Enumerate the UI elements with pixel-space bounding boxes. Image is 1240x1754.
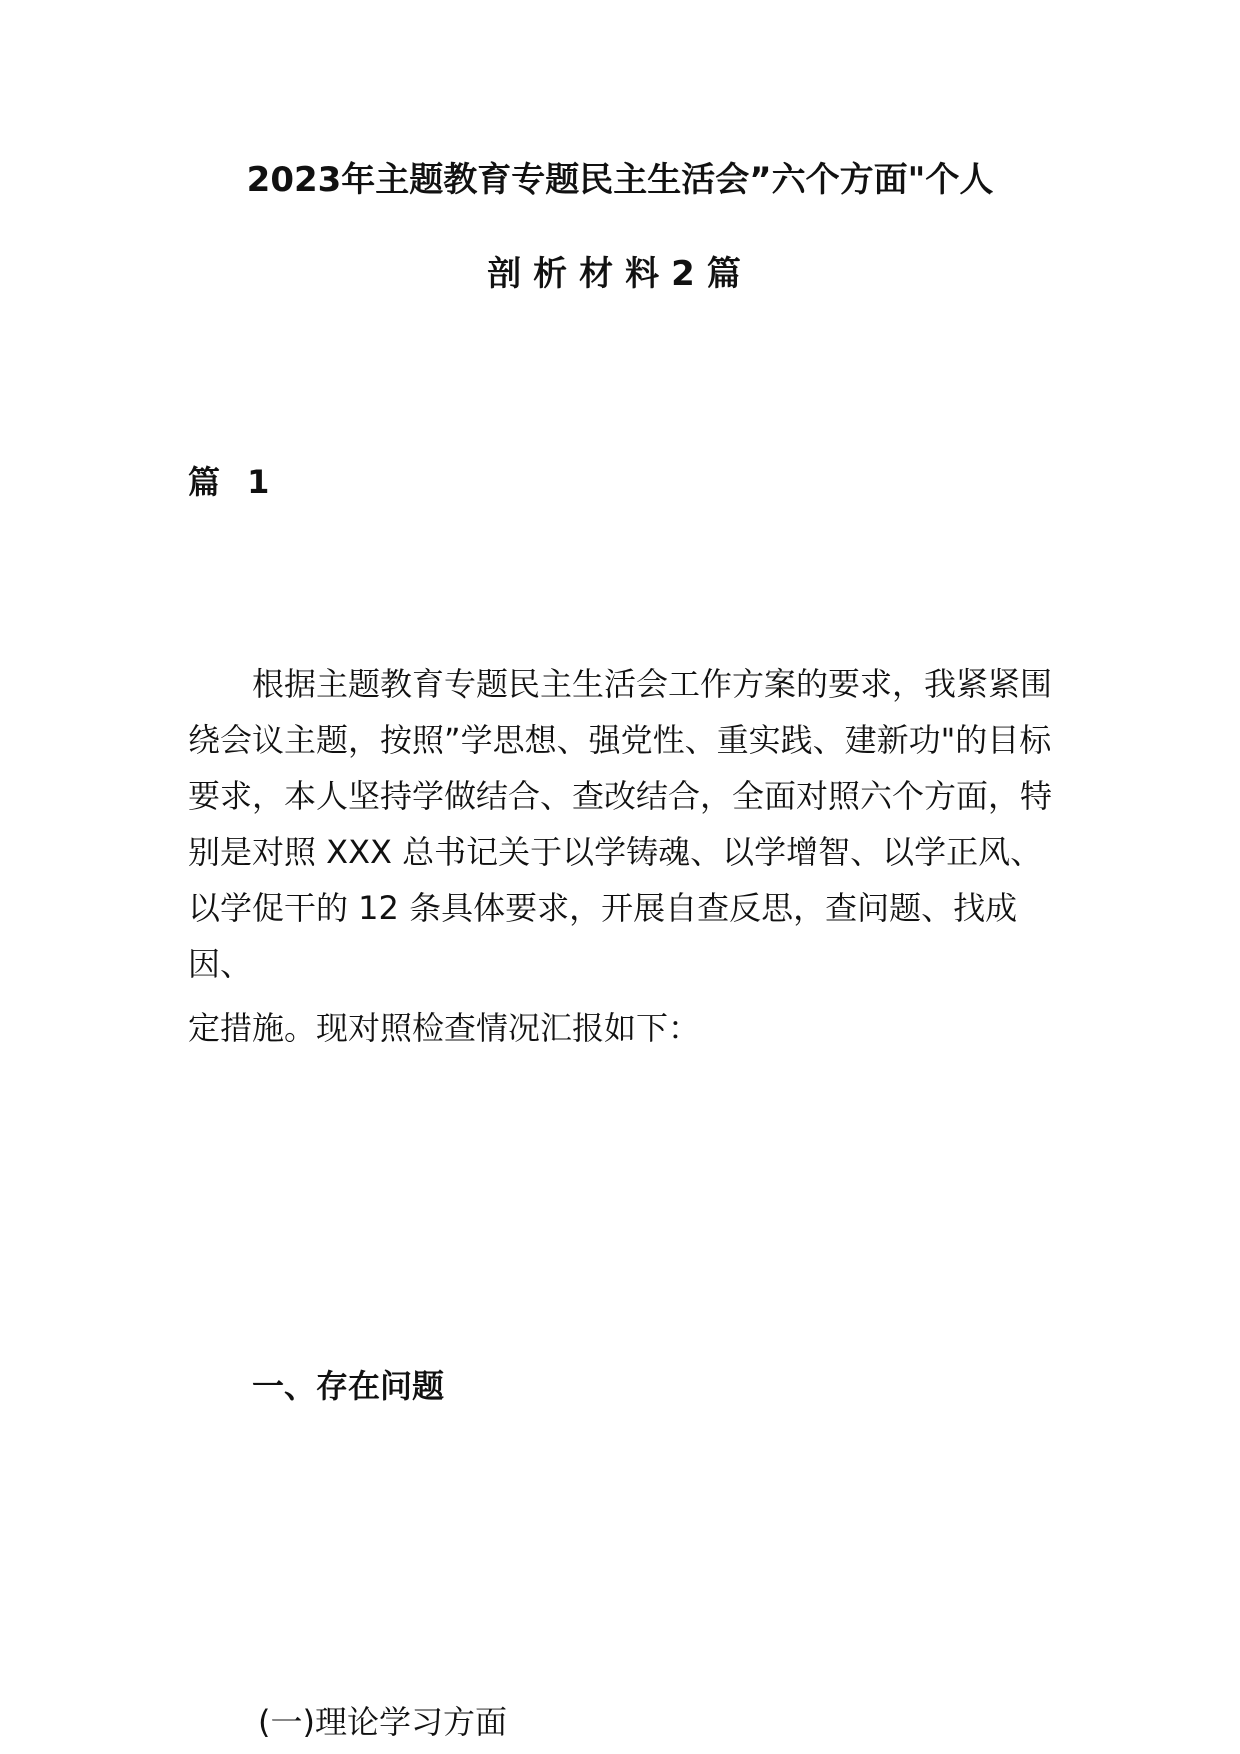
- intro-paragraph-line: 根据主题教育专题民主生活会工作方案的要求，我紧紧围: [252, 665, 1053, 703]
- intro-paragraph-line: 别是对照 XXX 总书记关于以学铸魂、以学增智、以学正风、: [188, 833, 1043, 871]
- subheading-theory-study: (一)理论学习方面: [258, 1703, 507, 1741]
- intro-paragraph-line: 绕会议主题，按照”学思想、强党性、重实践、建新功"的目标: [188, 721, 1052, 759]
- intro-paragraph-line: 因、: [188, 945, 253, 983]
- section-label: 篇 1: [188, 463, 278, 501]
- heading-existing-problems: 一、存在问题: [252, 1367, 445, 1405]
- intro-paragraph-line: 定措施。现对照检查情况汇报如下：: [188, 1009, 701, 1047]
- document-title-line-2: 剖析材料2篇: [487, 254, 753, 294]
- intro-paragraph-line: 要求，本人坚持学做结合、查改结合，全面对照六个方面，特: [188, 777, 1053, 815]
- intro-paragraph-line: 以学促干的 12 条具体要求，开展自查反思，查问题、找成: [188, 889, 1018, 927]
- document-title-line-1: 2023年主题教育专题民主生活会”六个方面"个人: [246, 160, 994, 200]
